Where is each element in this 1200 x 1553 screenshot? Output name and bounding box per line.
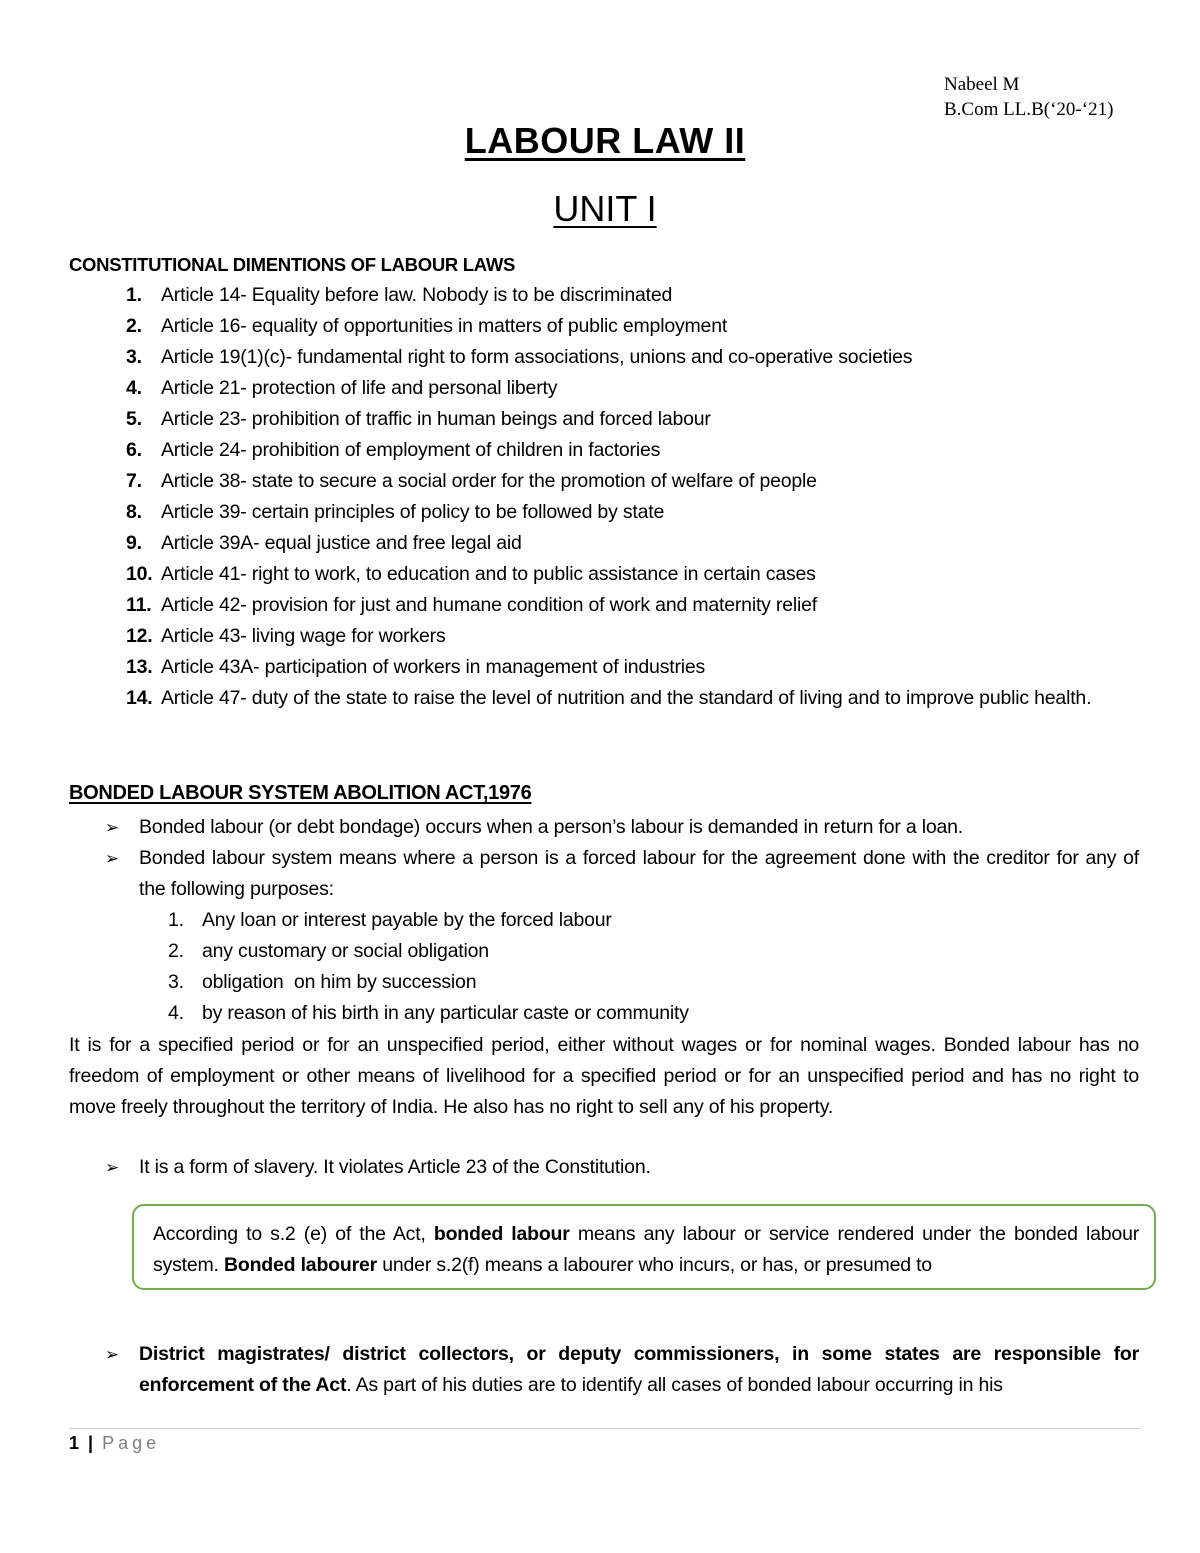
slavery-bullet-list [69, 1152, 1139, 1183]
list-item: 3. Article 19(1)(c)- fundamental right to form associations, unions and co-operative societies [126, 346, 913, 368]
list-item: 5. Article 23- prohibition of traffic in human beings and forced labour [126, 408, 711, 430]
definition-callout-box [132, 1204, 1156, 1290]
footer-divider [69, 1428, 1141, 1429]
bonded-labour-paragraph: It is for a specified period or for an unspecified period, either without wages or for nominal wages. Bonded labour has no freedom of employment or other means of livelihood for a specified period or for an unspecified period and has no right to move freely throughout the territory of India. He also has no right to sell any of his property. [69, 1034, 1139, 1118]
unit-title: UNIT I [553, 188, 657, 229]
document-title: LABOUR LAW II [464, 120, 746, 161]
author-block [944, 72, 1113, 122]
section-heading-bonded-labour: BONDED LABOUR SYSTEM ABOLITION ACT,1976 [69, 782, 532, 804]
section-heading-constitutional: CONSTITUTIONAL DIMENTIONS OF LABOUR LAWS [69, 254, 516, 275]
list-item: 14. Article 47- duty of the state to raise the level of nutrition and the standard of living and to improve public health. [126, 687, 1092, 709]
purposes-list [139, 905, 1139, 1029]
list-item: 12. Article 43- living wage for workers [126, 625, 446, 647]
page-footer [69, 1433, 160, 1454]
list-item: ➢ Bonded labour system means where a person is a forced labour for the agreement done with the creditor for any of the following purposes: 1. Any loan or interest payable by the forced labour 2. any customary or social obligation 3. obligation on him by succession 4. by reason of his birth in any particular caste or community [69, 843, 1139, 1029]
page-number: 1 [69, 1433, 80, 1453]
page-label: Page [102, 1433, 161, 1453]
list-item: 4. by reason of his birth in any particular caste or community [168, 1002, 689, 1024]
arrowhead-bullet-icon: ➢ [105, 849, 120, 868]
list-item: 1. Any loan or interest payable by the forced labour [168, 909, 612, 931]
list-item: 3. obligation on him by succession [168, 971, 477, 993]
enforcement-bullet-list [69, 1339, 1139, 1401]
author-name: Nabeel M [944, 74, 1020, 95]
list-item: 13. Article 43A- participation of workers in management of industries [126, 656, 706, 678]
list-item: 1. Article 14- Equality before law. Nobody is to be discriminated [126, 284, 673, 306]
articles-list [69, 280, 1139, 714]
list-item: 9. Article 39A- equal justice and free legal aid [126, 532, 522, 554]
list-item: 7. Article 38- state to secure a social order for the promotion of welfare of people [126, 470, 817, 492]
list-item: ➢ It is a form of slavery. It violates Article 23 of the Constitution. [69, 1152, 1139, 1183]
arrowhead-bullet-icon: ➢ [105, 1345, 120, 1364]
list-item: 2. Article 16- equality of opportunities in matters of public employment [126, 315, 728, 337]
list-item: 4. Article 21- protection of life and personal liberty [126, 377, 558, 399]
list-item: 8. Article 39- certain principles of policy to be followed by state [126, 501, 665, 523]
arrowhead-bullet-icon: ➢ [105, 818, 120, 837]
list-item: ➢ Bonded labour (or debt bondage) occurs when a person’s labour is demanded in return for a loan. [69, 812, 1139, 843]
arrowhead-bullet-icon: ➢ [105, 1158, 120, 1177]
author-course: B.Com LL.B(‘20-‘21) [944, 99, 1114, 120]
definition-text: According to s.2 (e) of the Act, bonded labour means any labour or service rendered under the bonded labour system. Bonded labourer under s.2(f) means a labourer who incurs, or has, or presumed to [153, 1223, 1140, 1276]
bonded-labour-bullets [69, 812, 1139, 1029]
list-item: 11. Article 42- provision for just and humane condition of work and maternity relief [126, 594, 817, 616]
list-item: ➢ District magistrates/ district collectors, or deputy commissioners, in some states are responsible for enforcement of the Act. As part of his duties are to identify all cases of bonded labour occurring in his [69, 1339, 1139, 1401]
list-item: 2. any customary or social obligation [168, 940, 489, 962]
list-item: 6. Article 24- prohibition of employment of children in factories [126, 439, 661, 461]
footer-separator: | [88, 1433, 94, 1453]
list-item: 10. Article 41- right to work, to education and to public assistance in certain cases [126, 563, 816, 585]
